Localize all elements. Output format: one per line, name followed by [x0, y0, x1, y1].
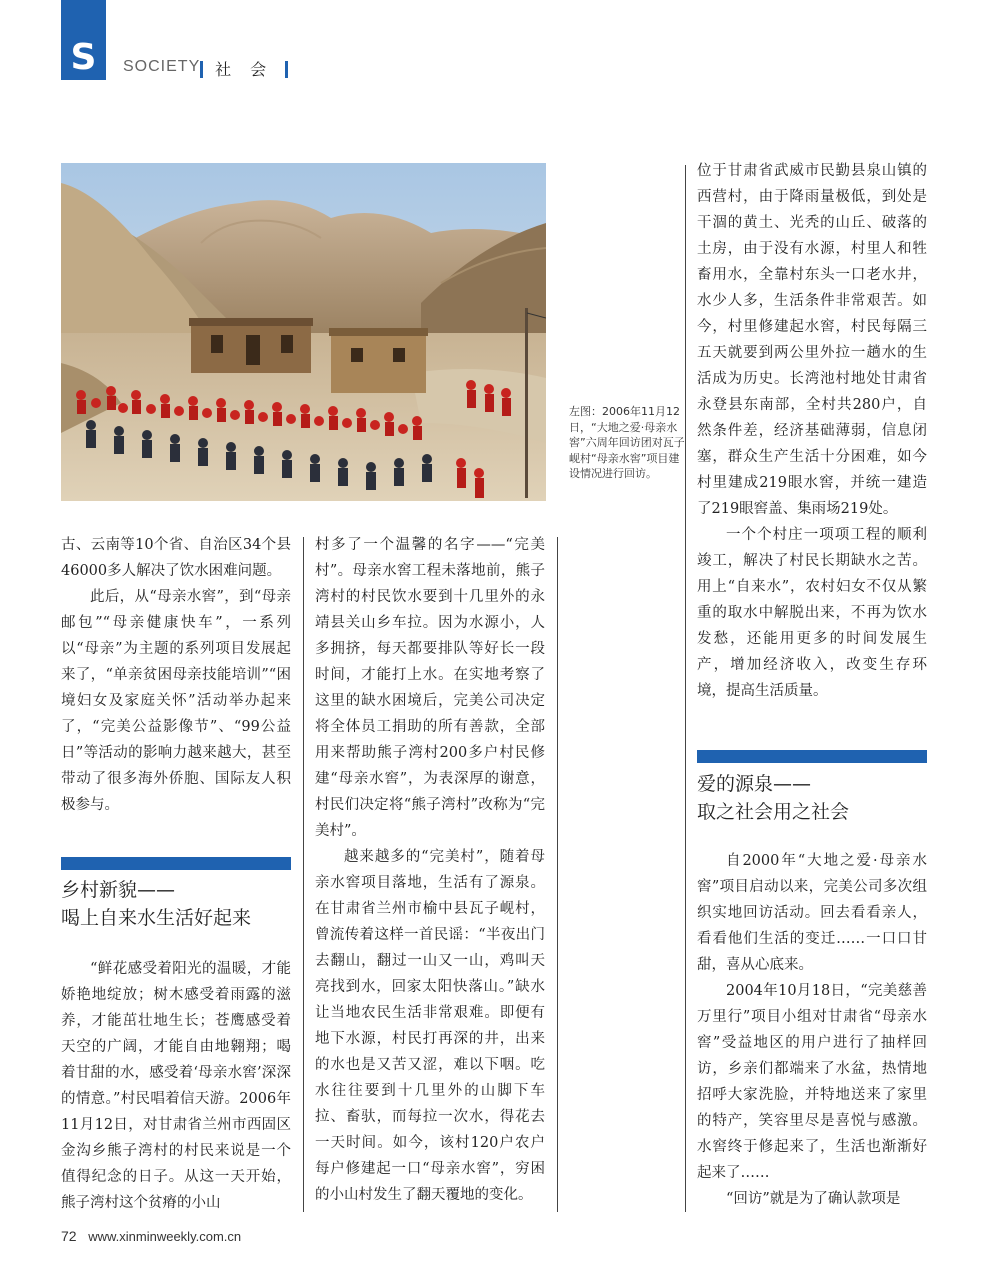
section-chinese-label	[200, 57, 288, 80]
column-divider-2	[557, 537, 558, 1212]
column-divider-3	[685, 165, 686, 1212]
section-letter: S	[70, 37, 97, 78]
column-3-bottom	[697, 848, 927, 1212]
heading-2-line-2: 取之社会用之社会	[697, 801, 850, 823]
column-2	[315, 532, 545, 1208]
paragraph: 2004年10月18日，“完美慈善万里行”项目小组对甘肃省“母亲水窖”受益地区的用户进行了抽样回访，乡亲们都端来了水盆，热情地招呼大家洗脸，并特地送来了家里的特产，笑容里尽是喜悦与感激。水窖终于修起来了，生活也渐渐好起来了……	[697, 983, 927, 1181]
section-bar-left	[200, 61, 203, 78]
paragraph: 村多了一个温馨的名字——“完美村”。母亲水窖工程未落地前，熊子湾村的村民饮水要到十几里外的永靖县关山乡车拉。因为水源小，人多拥挤，每天都要排队等好长一段时间，才能打上水。在实地考察了这里的缺水困境后，完美公司决定将全体员工捐助的所有善款，全部用来帮助熊子湾村200多户村民修建“母亲水窖”，为表深厚的谢意，村民们决定将“熊子湾村”改称为“完美村”。	[315, 537, 545, 839]
heading-1-line-1: 乡村新貌——	[61, 879, 176, 901]
paragraph: 古、云南等10个省、自治区34个县46000多人解决了饮水困难问题。	[61, 537, 291, 579]
village-photo	[61, 163, 546, 501]
website-link[interactable]: www.xinminweekly.com.cn	[88, 1229, 242, 1244]
page-footer	[61, 1228, 241, 1244]
heading-1-line-2: 喝上自来水生活好起来	[61, 907, 252, 929]
paragraph: 此后，从“母亲水窖”，到“母亲邮包”“母亲健康快车”，一系列以“母亲”为主题的系列项目发展起来了，“单亲贫困母亲技能培训”“困境妇女及家庭关怀”活动举办起来了，“完美公益影像节”、“99公益日”等活动的影响力越来越大，甚至带动了很多海外侨胞、国际友人积极参与。	[61, 589, 291, 813]
heading-1-bar	[61, 857, 291, 870]
heading-1	[61, 876, 251, 932]
heading-2-line-1: 爱的源泉——	[697, 773, 812, 795]
section-bar-right	[285, 61, 288, 78]
heading-2	[697, 770, 849, 826]
column-divider-1	[303, 537, 304, 1212]
village-photo-drawing	[61, 163, 546, 501]
paragraph: 越来越多的“完美村”，随着母亲水窖项目落地，生活有了源泉。在甘肃省兰州市榆中县瓦子岘村，曾流传着这样一首民谣：“半夜出门去翻山，翻过一山又一山，鸡叫天亮找到水，回家太阳快落山。”缺水让当地农民生活非常艰难。即便有地下水源，村民打再深的井，出来的水也是又苦又涩，难以下咽。吃水往往要到十几里外的山脚下车拉、畜驮，而每拉一次水，得花去一天时间。如今，该村120户农户每户修建起一口“母亲水窖”，穷困的小山村发生了翻天覆地的变化。	[315, 849, 545, 1203]
column-3-top	[697, 158, 927, 704]
paragraph: 位于甘肃省武威市民勤县泉山镇的西营村，由于降雨量极低，到处是干涸的黄土、光秃的山丘、破落的土房，由于没有水源，村里人和牲畜用水，全靠村东头一口老水井，水少人多，生活条件非常艰苦。如今，村里修建起水窖，村民每隔三五天就要到两公里外拉一趟水的生活成为历史。长湾池村地处甘肃省永登县东南部，全村共280户，自然条件差，经济基础薄弱，信息闭塞，群众生产生活十分困难，如今村里建成219眼水窖，并统一建造了219眼窖盖、集雨场219处。	[697, 163, 927, 517]
paragraph: “鲜花感受着阳光的温暖，才能娇艳地绽放；树木感受着雨露的滋养，才能茁壮地生长；苍鹰感受着天空的广阔，才能自由地翱翔；喝着甘甜的水，感受着‘母亲水窖’深深的情意。”村民唱着信天游。2006年11月12日，对甘肃省兰州市西固区金沟乡熊子湾村的村民来说是一个值得纪念的日子。从这一天开始，熊子湾村这个贫瘠的小山	[61, 961, 291, 1211]
page-number: 72	[61, 1228, 77, 1244]
column-1-top	[61, 532, 291, 818]
section-english-label: SOCIETY	[123, 58, 201, 75]
column-1-bottom	[61, 956, 291, 1216]
heading-2-bar	[697, 750, 927, 763]
paragraph: 自2000年“大地之爱·母亲水窖”项目启动以来，完美公司多次组织实地回访活动。回去看看亲人，看看他们生活的变迁……一口口甘甜，喜从心底来。	[697, 853, 927, 973]
photo-caption: 左图：2006年11月12日，“大地之爱·母亲水窖”六周年回访团对瓦子岘村“母亲水窖”项目建设情况进行回访。	[569, 405, 685, 480]
paragraph: “回访”就是为了确认款项是	[726, 1191, 901, 1207]
section-chinese-text: 社 会	[215, 60, 274, 79]
paragraph: 一个个村庄一项项工程的顺利竣工，解决了村民长期缺水之苦。用上“自来水”，农村妇女不仅从繁重的取水中解脱出来，不再为饮水发愁，还能用更多的时间发展生产，增加经济收入，改变生存环境，提高生活质量。	[697, 527, 927, 699]
